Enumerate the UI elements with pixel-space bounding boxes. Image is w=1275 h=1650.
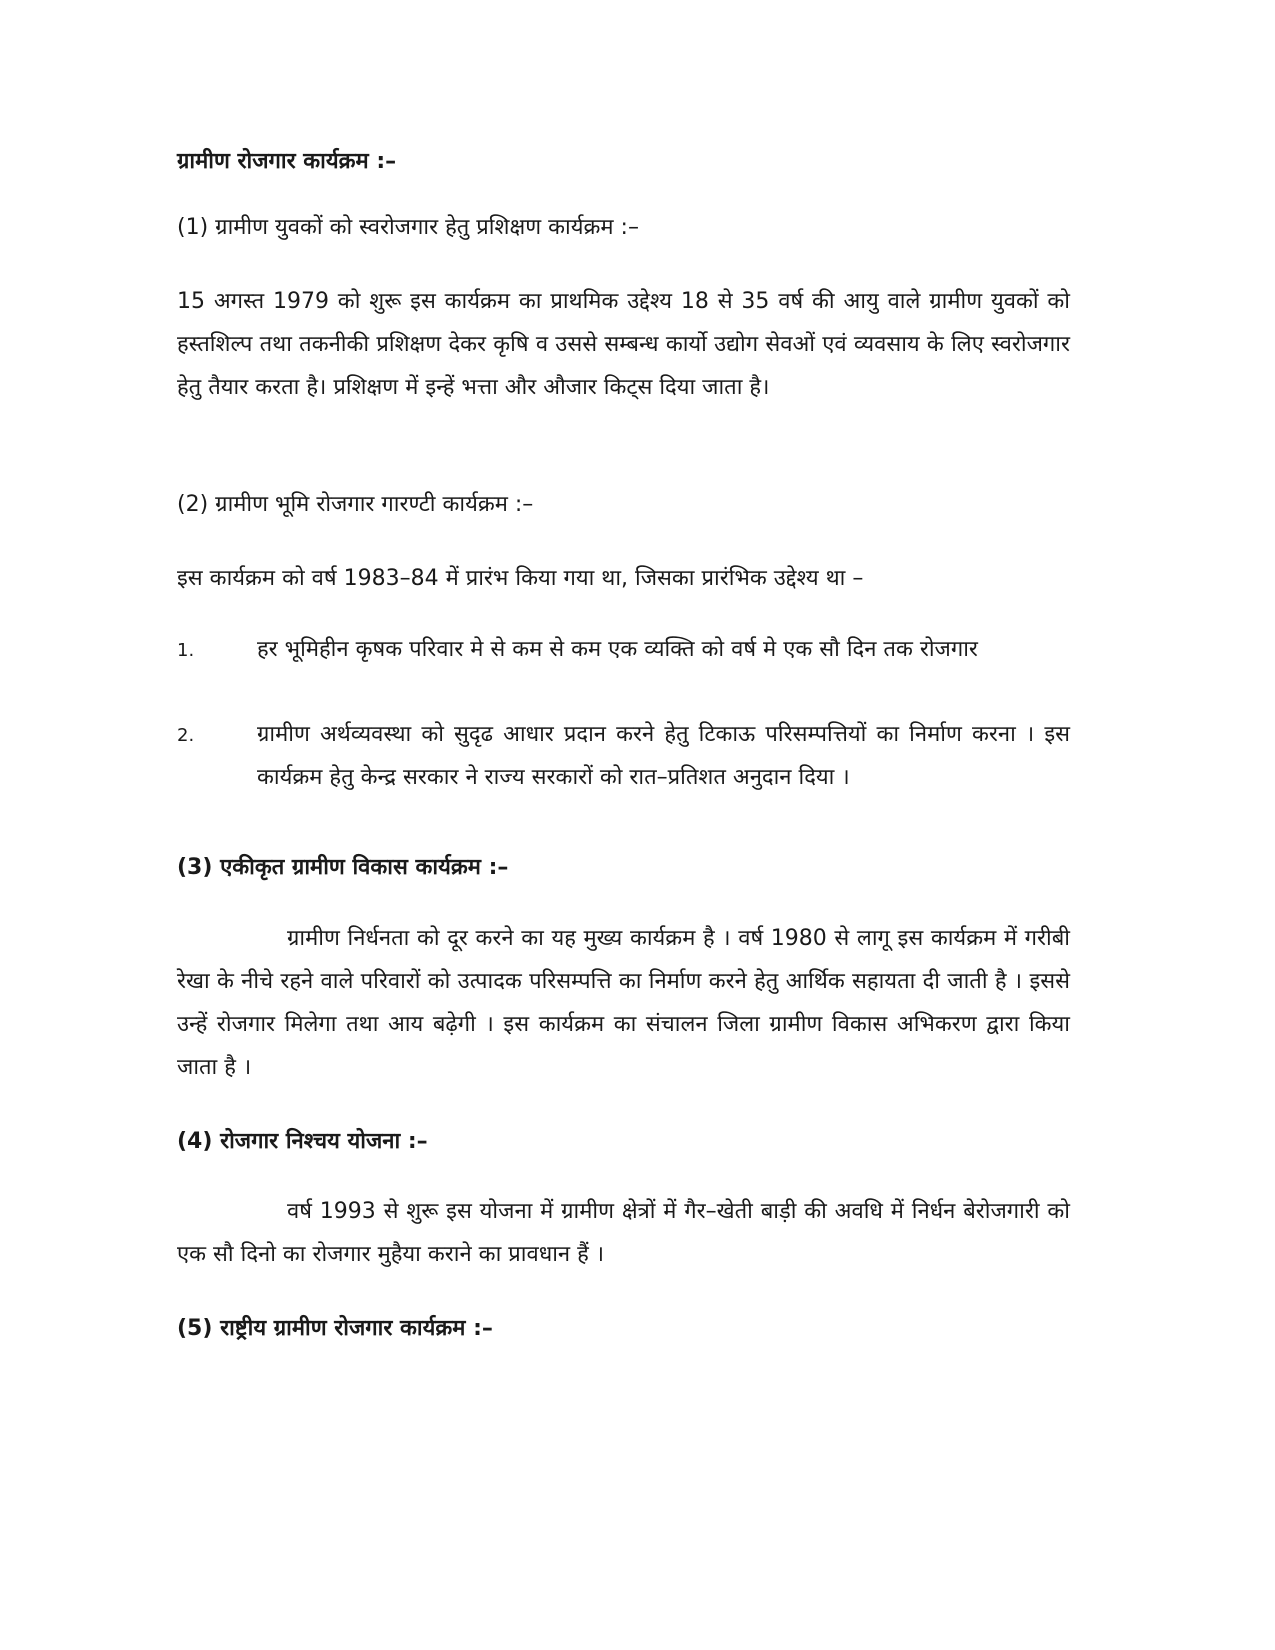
list-item-number: 2. <box>177 725 195 746</box>
section-4-heading: (4) रोजगार निश्चय योजना :– <box>177 1129 428 1154</box>
list-item-number: 1. <box>177 640 195 661</box>
section-1-body: 15 अगस्त 1979 को शुरू इस कार्यक्रम का प्राथमिक उद्देश्य 18 से 35 वर्ष की आयु वाले ग्रामीण युवकों को हस्तशिल्प तथा तकनीकी प्रशिक्षण देकर कृषि व उससे सम्बन्ध कार्यो उद्योग सेवओं एवं व्यवसाय के लिए स्वरोजगार हेतु तैयार करता है। प्रशिक्षण में इन्हें भत्ता और औजार किट्स दिया जाता है। <box>177 289 1070 400</box>
list-item <box>177 628 1070 718</box>
list-item-text: ग्रामीण अर्थव्यवस्था को सुदृढ आधार प्रदान करने हेतु टिकाऊ परिसम्पत्तियों का निर्माण करना । इस कार्यक्रम हेतु केन्द्र सरकार ने राज्य सरकारों को रात–प्रतिशत अनुदान दिया । <box>257 722 1070 790</box>
section-2-intro: इस कार्यक्रम को वर्ष 1983–84 में प्रारंभ किया गया था, जिसका प्रारंभिक उद्देश्य था – <box>177 566 864 591</box>
section-2-heading: (2) ग्रामीण भूमि रोजगार गारण्टी कार्यक्रम :– <box>177 492 534 517</box>
section-1-heading: (1) ग्रामीण युवकों को स्वरोजगार हेतु प्रशिक्षण कार्यक्रम :– <box>177 215 639 240</box>
section-3-heading: (3) एकीकृत ग्रामीण विकास कार्यक्रम :– <box>177 855 509 880</box>
section-5-heading: (5) राष्ट्रीय ग्रामीण रोजगार कार्यक्रम :– <box>177 1316 493 1341</box>
list-item-text: हर भूमिहीन कृषक परिवार मे से कम से कम एक व्यक्ति को वर्ष मे एक सौ दिन तक रोजगार <box>257 637 978 662</box>
section-3-body: ग्रामीण निर्धनता को दूर करने का यह मुख्य कार्यक्रम है । वर्ष 1980 से लागू इस कार्यक्रम में गरीबी रेखा के नीचे रहने वाले परिवारों को उत्पादक परिसम्पत्ति का निर्माण करने हेतु आर्थिक सहायता दी जाती है । इससे उन्हें रोजगार मिलेगा तथा आय बढ़ेगी । इस कार्यक्रम का संचालन जिला ग्रामीण विकास अभिकरण द्वारा किया जाता है । <box>177 926 1070 1080</box>
section-4-body: वर्ष 1993 से शुरू इस योजना में ग्रामीण क्षेत्रों में गैर–खेती बाड़ी की अवधि में निर्धन बेरोजगारी को एक सौ दिनो का रोजगार मुहैया कराने का प्रावधान हैं । <box>177 1199 1070 1267</box>
main-title: ग्रामीण रोजगार कार्यक्रम :– <box>177 149 397 174</box>
list-item <box>177 713 1070 843</box>
